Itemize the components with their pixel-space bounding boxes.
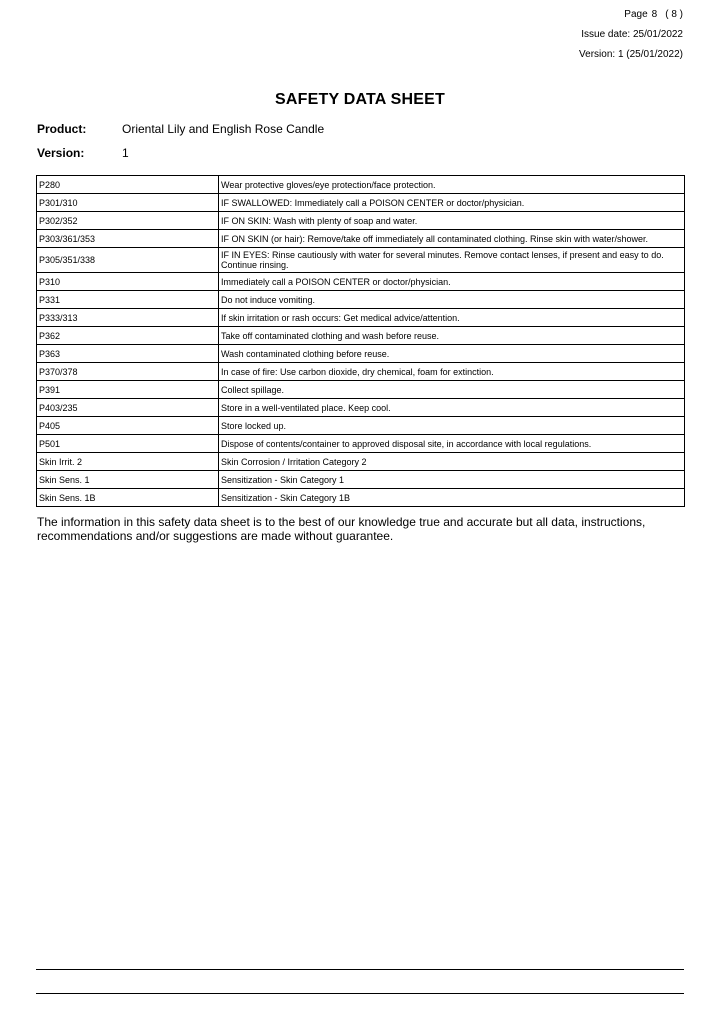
- phrase-code: P310: [37, 273, 219, 291]
- table-row: [37, 489, 685, 507]
- version-value: 1: [122, 146, 129, 160]
- table-row: [37, 417, 685, 435]
- table-row: [37, 248, 685, 273]
- phrase-code: P302/352: [37, 212, 219, 230]
- footer-divider: [36, 969, 684, 970]
- phrase-text: Store in a well-ventilated place. Keep cool.: [219, 399, 685, 417]
- table-row: [37, 471, 685, 489]
- table-row: [37, 453, 685, 471]
- table-row: [37, 230, 685, 248]
- footer-divider: [36, 993, 684, 994]
- phrase-text: Sensitization - Skin Category 1B: [219, 489, 685, 507]
- table-row: [37, 273, 685, 291]
- phrase-text: Wash contaminated clothing before reuse.: [219, 345, 685, 363]
- phrase-text: Wear protective gloves/eye protection/face protection.: [219, 176, 685, 194]
- phrase-text: IF SWALLOWED: Immediately call a POISON CENTER or doctor/physician.: [219, 194, 685, 212]
- phrase-code: P362: [37, 327, 219, 345]
- phrase-code: Skin Sens. 1: [37, 471, 219, 489]
- table-row: [37, 381, 685, 399]
- version-info: Version: 1 (25/01/2022): [579, 49, 683, 60]
- table-row: [37, 327, 685, 345]
- table-row: [37, 399, 685, 417]
- page-indicator: [624, 9, 683, 21]
- table-row: [37, 194, 685, 212]
- phrase-code: P331: [37, 291, 219, 309]
- phrase-code: P403/235: [37, 399, 219, 417]
- phrase-code: Skin Irrit. 2: [37, 453, 219, 471]
- phrase-text: If skin irritation or rash occurs: Get medical advice/attention.: [219, 309, 685, 327]
- table-row: [37, 345, 685, 363]
- phrase-code: P303/361/353: [37, 230, 219, 248]
- table-row: [37, 212, 685, 230]
- phrase-text: Collect spillage.: [219, 381, 685, 399]
- table-row: [37, 363, 685, 381]
- phrase-code: P280: [37, 176, 219, 194]
- phrase-text: Store locked up.: [219, 417, 685, 435]
- product-field: [37, 122, 324, 136]
- disclaimer-text: The information in this safety data sheet is to the best of our knowledge true and accurate but all data, instructions, recommendations and/or suggestions are made without guarantee.: [37, 515, 646, 543]
- phrase-code: P333/313: [37, 309, 219, 327]
- phrase-text: Do not induce vomiting.: [219, 291, 685, 309]
- version-label: Version:: [37, 146, 85, 160]
- phrase-code: P370/378: [37, 363, 219, 381]
- phrase-text: IF IN EYES: Rinse cautiously with water for several minutes. Remove contact lenses, if present and easy to do. Continue rinsing.: [219, 248, 685, 273]
- table-row: [37, 291, 685, 309]
- issue-date: Issue date: 25/01/2022: [581, 29, 683, 40]
- phrase-code: P301/310: [37, 194, 219, 212]
- precautionary-statements-table: [36, 175, 685, 507]
- version-field: [37, 146, 129, 160]
- phrase-text: Sensitization - Skin Category 1: [219, 471, 685, 489]
- phrase-text: IF ON SKIN (or hair): Remove/take off immediately all contaminated clothing. Rinse skin with water/shower.: [219, 230, 685, 248]
- phrase-code: P363: [37, 345, 219, 363]
- product-value: Oriental Lily and English Rose Candle: [122, 122, 325, 136]
- product-label: Product:: [37, 122, 87, 136]
- page-number: 8: [651, 9, 658, 20]
- phrase-code: Skin Sens. 1B: [37, 489, 219, 507]
- phrase-text: Immediately call a POISON CENTER or doctor/physician.: [219, 273, 685, 291]
- phrase-code: P305/351/338: [37, 248, 219, 273]
- page-label: Page: [624, 9, 648, 20]
- phrase-text: Take off contaminated clothing and wash before reuse.: [219, 327, 685, 345]
- phrase-text: Skin Corrosion / Irritation Category 2: [219, 453, 685, 471]
- table-row: [37, 176, 685, 194]
- phrase-code: P501: [37, 435, 219, 453]
- document-title: SAFETY DATA SHEET: [275, 91, 445, 108]
- phrase-text: Dispose of contents/container to approved disposal site, in accordance with local regulations.: [219, 435, 685, 453]
- table-row: [37, 309, 685, 327]
- phrase-code: P405: [37, 417, 219, 435]
- phrase-text: IF ON SKIN: Wash with plenty of soap and water.: [219, 212, 685, 230]
- phrase-code: P391: [37, 381, 219, 399]
- page-total: ( 8 ): [665, 9, 683, 20]
- table-row: [37, 435, 685, 453]
- phrase-text: In case of fire: Use carbon dioxide, dry chemical, foam for extinction.: [219, 363, 685, 381]
